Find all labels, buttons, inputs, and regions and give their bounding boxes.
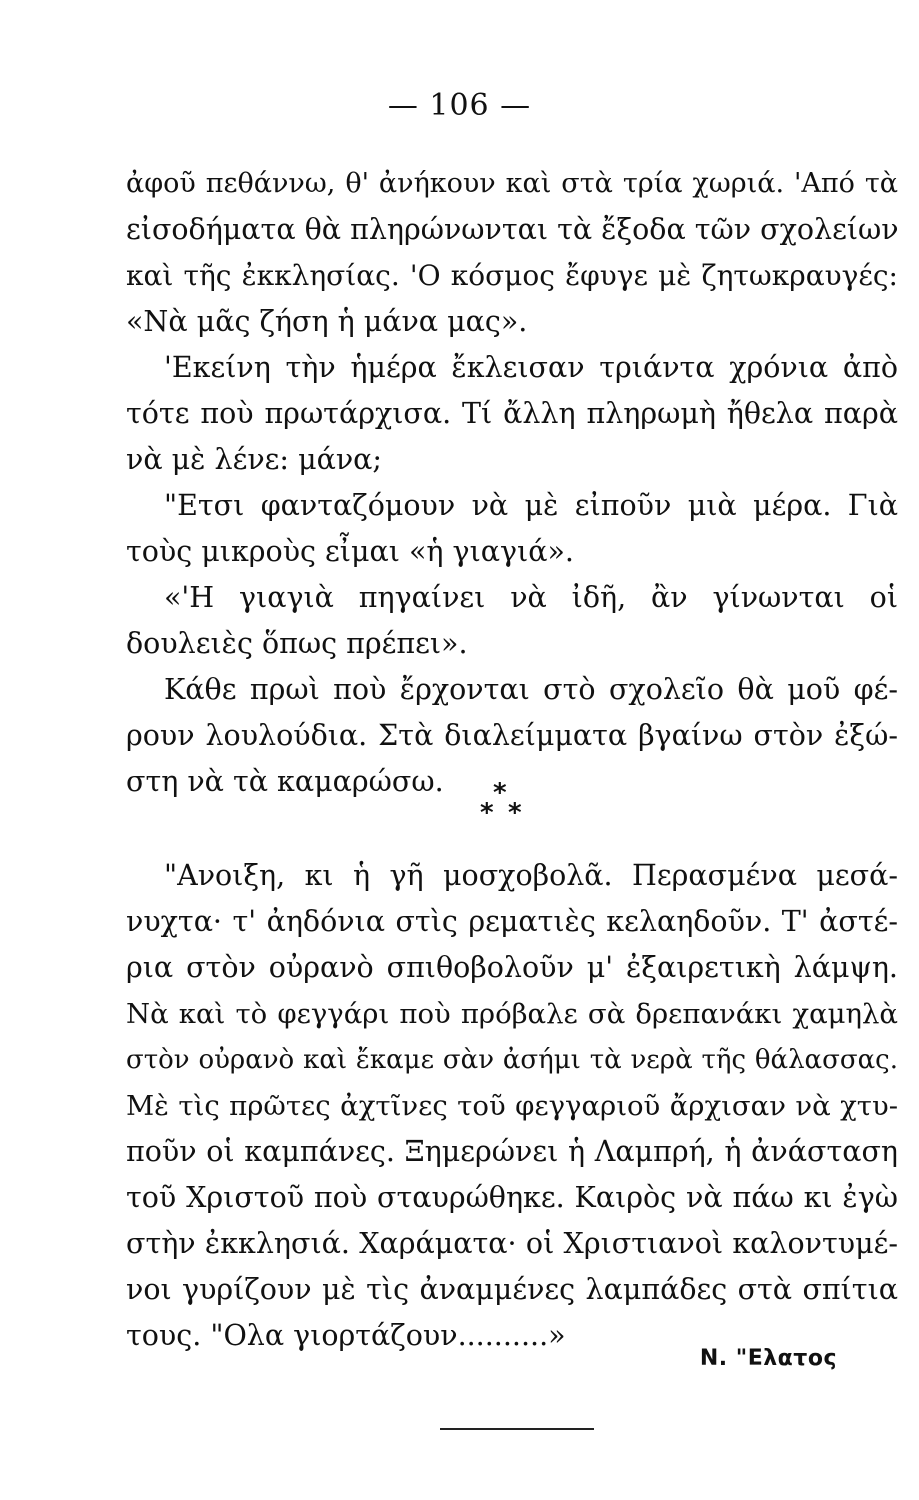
text-line: καὶ τῆς ἐκκλησίας. 'Ο κόσμος ἔφυγε μὲ ζητωκραυγές: <box>126 259 898 292</box>
text-line: «Νὰ μᾶς ζήση ἡ μάνα μας». <box>126 305 528 338</box>
text-line: "Ετσι φανταζόμουν νὰ μὲ εἰποῦν μιὰ μέρα. Γιὰ <box>164 489 898 522</box>
text-line: νὰ μὲ λένε: μάνα; <box>126 443 383 476</box>
text-line: τους. "Ολα γιορτάζουν..........» <box>126 1319 566 1352</box>
section-asterism <box>480 776 540 832</box>
asterism-star: * <box>493 778 507 808</box>
text-line: εἰσοδήματα θὰ πληρώνωνται τὰ ἔξοδα τῶν σχολείων <box>126 213 899 246</box>
text-line: «'Η γιαγιὰ πηγαίνει νὰ ἰδῆ, ἂν γίνωνται οἱ <box>164 581 898 614</box>
footer-rule <box>440 1428 594 1430</box>
author-signature: Ν. "Ελατος <box>699 1346 837 1371</box>
asterism-star: * <box>480 798 494 828</box>
text-line: νοι γυρίζουν μὲ τὶς ἀναμμένες λαμπάδες στὰ σπίτια <box>126 1273 898 1306</box>
text-line: τότε ποὺ πρωτάρχισα. Τί ἄλλη πληρωμὴ ἤθελα παρὰ <box>126 397 898 430</box>
text-line: τοὺς μικροὺς εἶμαι «ἡ γιαγιά». <box>126 535 574 568</box>
text-line: στη νὰ τὰ καμαρώσω. <box>126 765 444 798</box>
text-line: "Ανοιξη, κι ἡ γῆ μοσχοβολᾶ. Περασμένα μεσά- <box>164 859 898 892</box>
text-line: τοῦ Χριστοῦ ποὺ σταυρώθηκε. Καιρὸς νὰ πάω κι ἐγὼ <box>126 1181 898 1214</box>
text-line: νυχτα· τ' ἀηδόνια στὶς ρεματιὲς κελαηδοῦν. Τ' ἀστέ- <box>126 905 898 938</box>
text-line: ρουν λουλούδια. Στὰ διαλείμματα βγαίνω στὸν ἐξώ- <box>126 719 898 752</box>
asterism-star: * <box>508 798 522 828</box>
text-line: ποῦν οἱ καμπάνες. Ξημερώνει ἡ Λαμπρή, ἡ ἀνάσταση <box>126 1135 898 1168</box>
text-line: 'Εκείνη τὴν ἡμέρα ἔκλεισαν τριάντα χρόνια ἀπὸ <box>164 351 898 384</box>
text-line: στὸν οὐρανὸ καὶ ἔκαμε σὰν ἀσήμι τὰ νερὰ τῆς θάλασσας. <box>126 1045 898 1075</box>
text-line: ρια στὸν οὐρανὸ σπιθοβολοῦν μ' ἐξαιρετικὴ λάμψη. <box>126 951 898 984</box>
text-line: δουλειὲς ὅπως πρέπει». <box>126 627 468 660</box>
text-line: Κάθε πρωὶ ποὺ ἔρχονται στὸ σχολεῖο θὰ μοῦ φέ- <box>164 673 898 706</box>
text-line: Μὲ τὶς πρῶτες ἀχτῖνες τοῦ φεγγαριοῦ ἄρχισαν νὰ χτυ- <box>126 1090 898 1122</box>
text-line: ἀφοῦ πεθάννω, θ' ἀνήκουν καὶ στὰ τρία χωριά. 'Από τὰ <box>126 168 898 199</box>
text-line: στὴν ἐκκλησιά. Χαράματα· οἱ Χριστιανοὶ καλοντυμέ- <box>126 1227 898 1260</box>
page-number: — 106 — <box>387 88 532 123</box>
text-line: Νὰ καὶ τὸ φεγγάρι ποὺ πρόβαλε σὰ δρεπανάκι χαμηλὰ <box>126 998 898 1030</box>
